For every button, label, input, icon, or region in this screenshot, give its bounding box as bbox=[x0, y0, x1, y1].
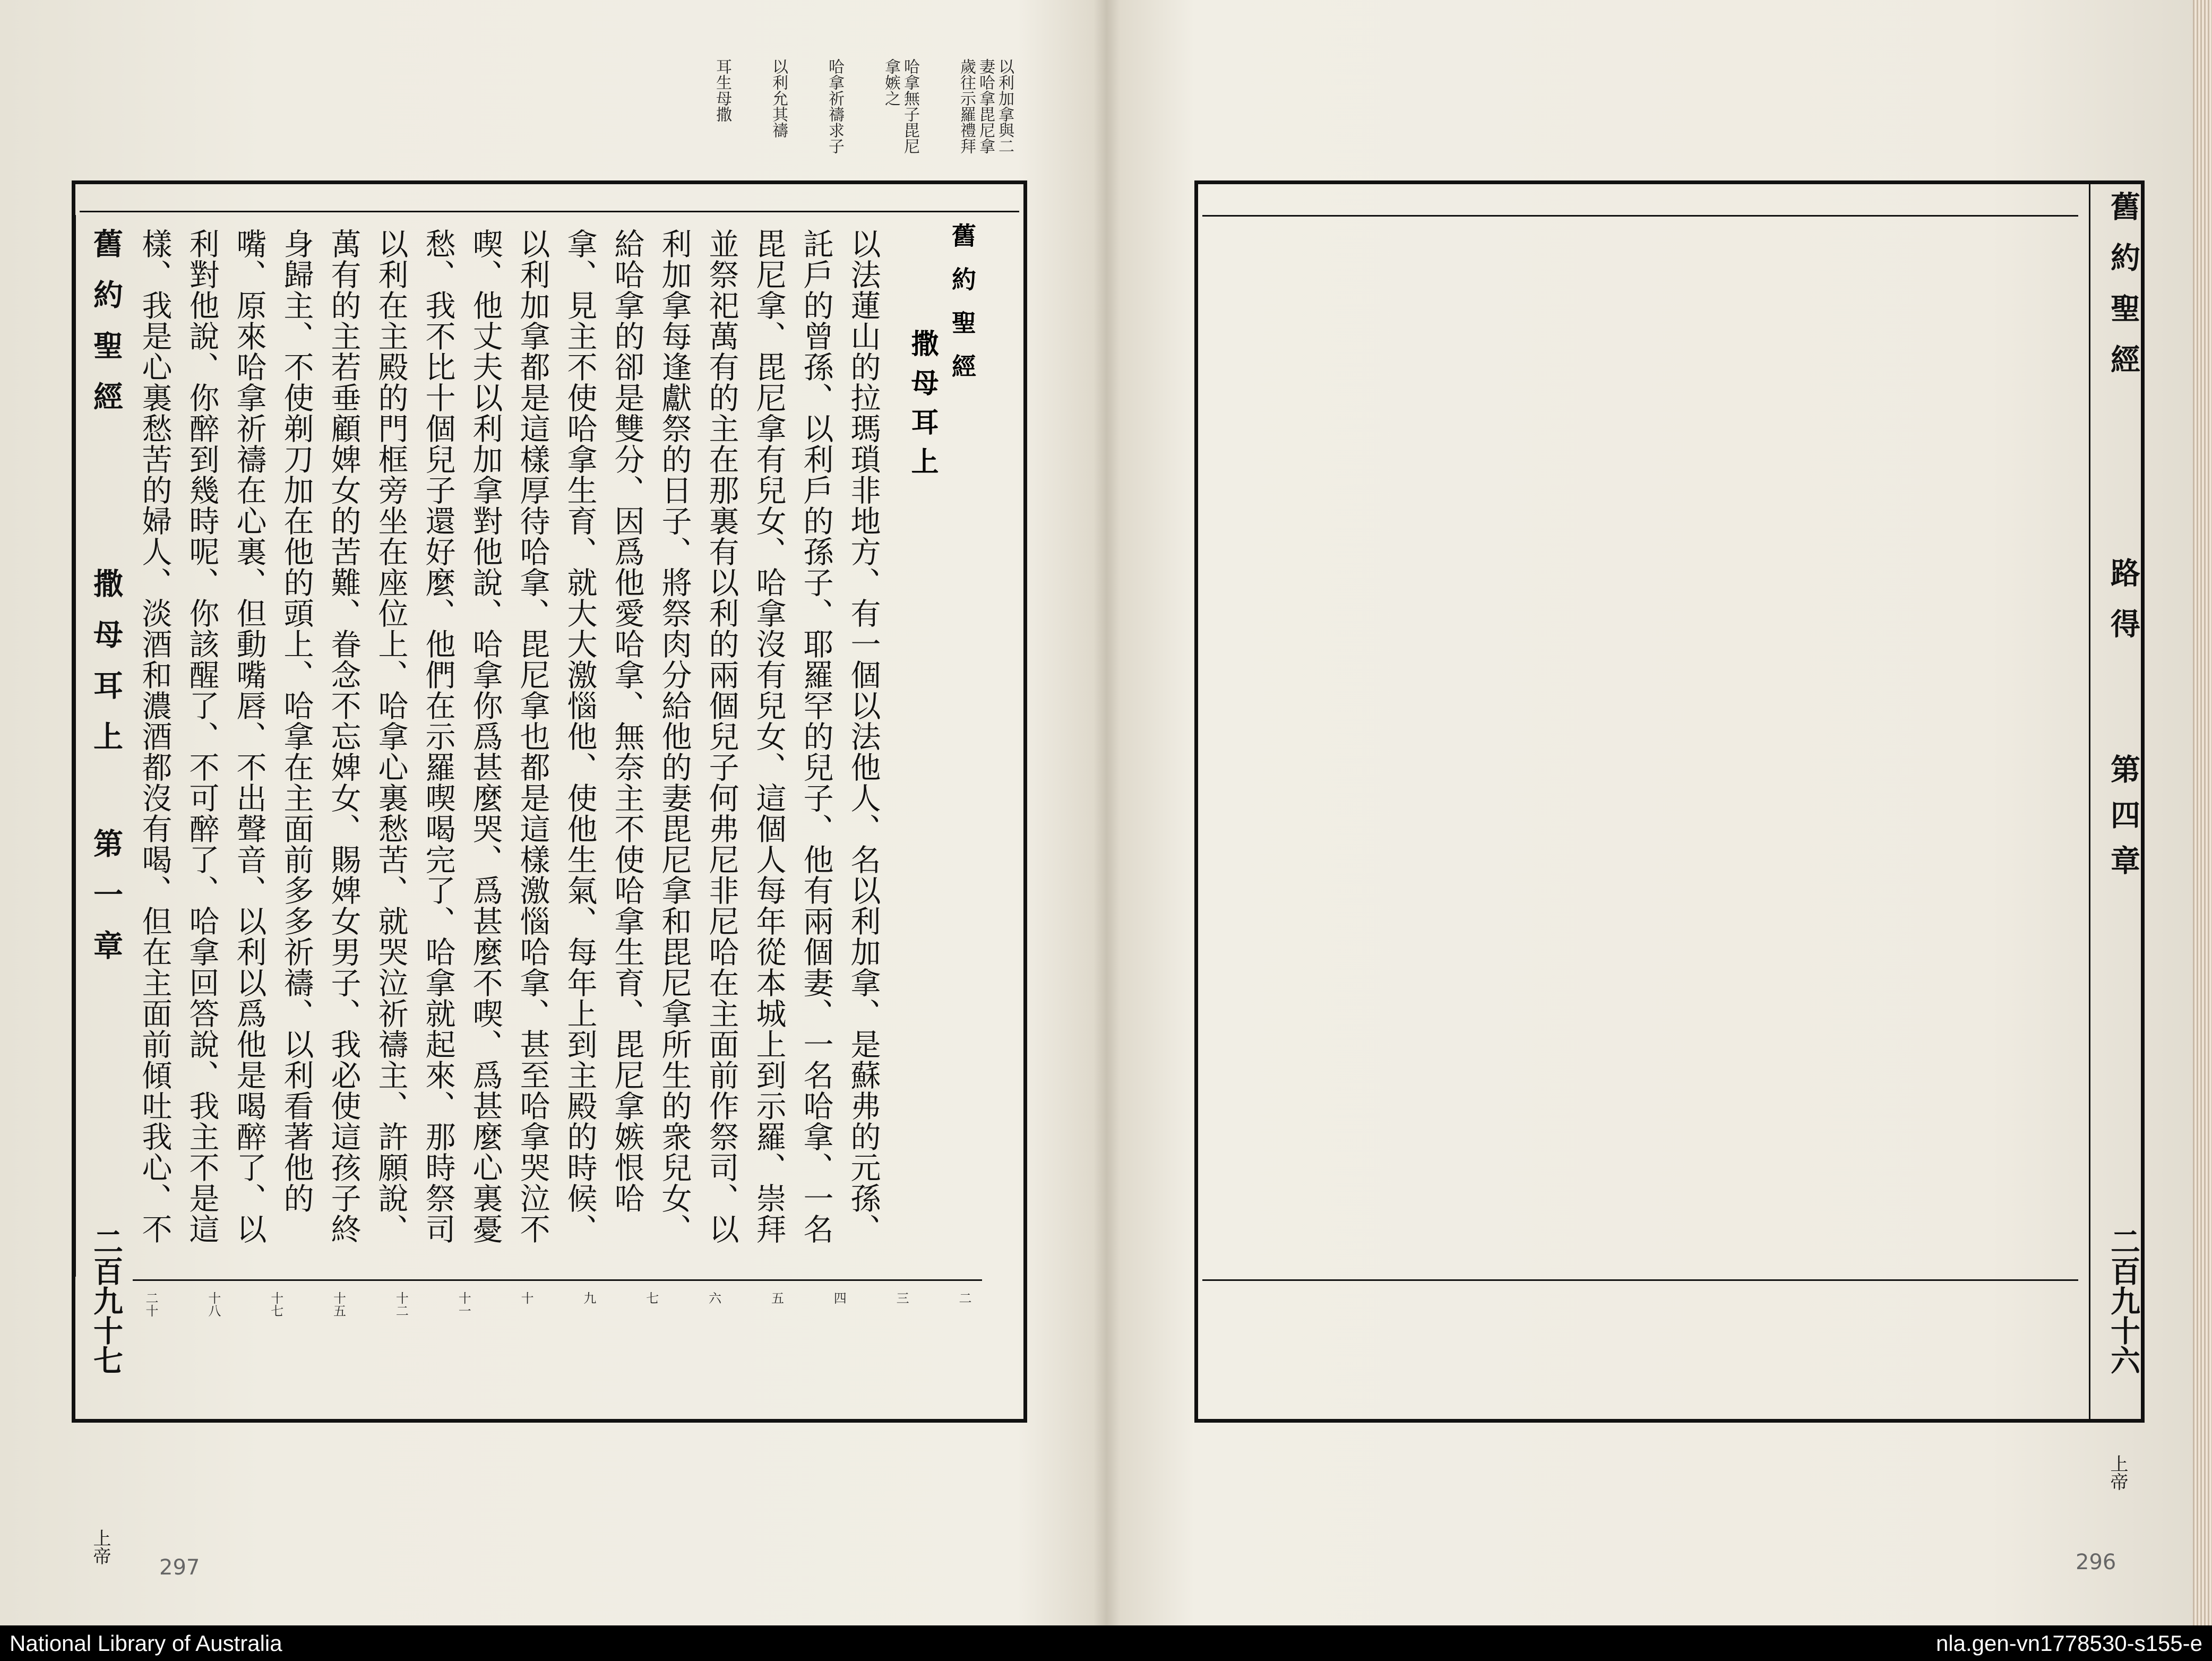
page-header-book: 撒母耳上 bbox=[906, 329, 939, 486]
image-identifier: nla.gen-vn1778530-s155-e bbox=[1935, 1630, 2202, 1656]
running-book: 撒母耳上 bbox=[89, 568, 124, 772]
cross-reference-notes bbox=[133, 1279, 982, 1407]
margin-note: 以利加拿與二妻哈拿毘尼拿歲往示羅禮拜 bbox=[957, 58, 1014, 154]
running-chapter: 第一章 bbox=[89, 828, 124, 981]
right-page-bleed-through-text bbox=[1221, 212, 2070, 1269]
running-title: 舊約聖經 bbox=[89, 228, 124, 432]
pencil-page-stamp: 297 bbox=[159, 1555, 200, 1580]
reference-note: 十二 bbox=[393, 1292, 409, 1317]
margin-note: 以利允其禱 bbox=[769, 58, 788, 138]
margin-note: 哈拿無子毘尼拿嫉之 bbox=[882, 58, 919, 154]
viewer-footer bbox=[0, 1625, 2212, 1661]
reference-note: 三 bbox=[894, 1292, 909, 1304]
margin-note: 耳生母撒 bbox=[713, 58, 731, 122]
left-margin-notes bbox=[111, 58, 1014, 165]
right-pencil-page-stamp: 296 bbox=[2076, 1550, 2116, 1574]
right-running-title: 舊約聖經 bbox=[2106, 191, 2141, 395]
reference-note: 九 bbox=[581, 1292, 596, 1304]
reference-note: 二十 bbox=[143, 1292, 158, 1317]
scripture-body-text: 以法蓮山的拉瑪瑣非地方、有一個以法他人、名以利加拿、是蘇弗的元孫、託戶的曾孫、以利戶的孫子、耶羅罕的兒子、他有兩個妻、一名哈拿、一名毘尼拿、毘尼拿有兒女、哈拿沒有兒女、這個人每年從本城上到示羅、崇拜並祭祀萬有的主在那裏有以利的兩個兒子何弗尼非尼哈在主面前作祭司、以利加拿每逢獻祭的日子、將祭肉分給他的妻毘尼拿和毘尼拿所生的衆兒女、給哈拿的卻是雙分、因爲他愛哈拿、無奈主不使哈拿生育、毘尼拿嫉恨哈拿、見主不使哈拿生育、就大大激惱他、使他生氣、每年上到主殿的時候、以利加拿都是這樣厚待哈拿、毘尼拿也都是這樣激惱哈拿、甚至哈拿哭泣不喫、他丈夫以利加拿對他說、哈拿你爲甚麼哭、爲甚麼不喫、爲甚麼心裏憂愁、我不比十個兒子還好麼、他們在示羅喫喝完了、哈拿就起來、那時祭司以利在主殿的門框旁坐在座位上、哈拿心裏愁苦、就哭泣祈禱主、許願說、萬有的主若垂顧婢女的苦難、眷念不忘婢女、賜婢女男子、我必使這孩子終身歸主、不使剃刀加在他的頭上、哈拿在主面前多多祈禱、以利看著他的嘴、原來哈拿祈禱在心裏、但動嘴唇、不出聲音、以利以爲他是喝醉了、以利對他說、你醉到幾時呢、你該醒了、不可醉了、哈拿回答說、我主不是這樣、我是心裏愁苦的婦人、淡酒和濃酒都沒有喝、但在主面前傾吐我心、不 bbox=[137, 228, 881, 1244]
right-corner-mark: 上帝 bbox=[2107, 1455, 2128, 1491]
right-page-number: 二百九十六 bbox=[2106, 1226, 2141, 1375]
right-cross-reference-notes bbox=[1202, 1279, 2078, 1408]
reference-note: 五 bbox=[769, 1292, 784, 1304]
page-number: 二百九十七 bbox=[89, 1226, 124, 1375]
reference-note: 四 bbox=[831, 1292, 847, 1304]
reference-note: 七 bbox=[643, 1292, 659, 1304]
reference-note: 十八 bbox=[205, 1292, 221, 1317]
book-gutter bbox=[1094, 0, 1120, 1625]
reference-note: 二 bbox=[956, 1292, 971, 1304]
right-running-column-rule bbox=[2089, 180, 2090, 1423]
reference-note: 十一 bbox=[456, 1292, 471, 1317]
library-name: National Library of Australia bbox=[10, 1630, 282, 1656]
right-running-book: 路得 bbox=[2106, 557, 2141, 659]
page-header-title: 舊約聖經 bbox=[948, 223, 977, 397]
reference-note: 六 bbox=[706, 1292, 721, 1304]
corner-mark: 上帝 bbox=[90, 1529, 111, 1565]
reference-note: 十七 bbox=[268, 1292, 283, 1317]
page-edges bbox=[2193, 0, 2212, 1625]
verse-number-row bbox=[80, 186, 1019, 212]
reference-note: 十 bbox=[519, 1292, 534, 1304]
margin-note: 哈拿祈禱求子 bbox=[825, 58, 844, 154]
reference-note: 十五 bbox=[331, 1292, 346, 1317]
right-running-chapter: 第四章 bbox=[2106, 754, 2141, 891]
